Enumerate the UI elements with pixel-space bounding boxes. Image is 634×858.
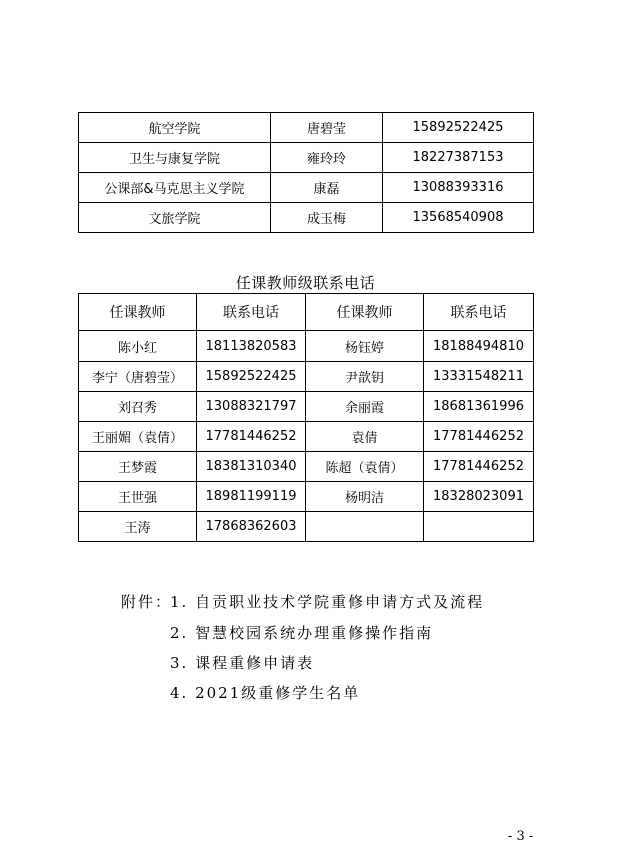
- teacher-name: 余丽霞: [306, 392, 424, 422]
- contact-name: 雍玲玲: [271, 143, 383, 173]
- teacher-phone: 18381310340: [197, 452, 306, 482]
- table-row: [79, 173, 534, 203]
- teacher-name: 杨明洁: [306, 482, 424, 512]
- teacher-phone: 18113820583: [197, 331, 306, 362]
- college-name: 卫生与康复学院: [79, 143, 271, 173]
- teacher-name: 尹歆钥: [306, 362, 424, 392]
- teacher-phone: 13331548211: [424, 362, 534, 392]
- teacher-name: 王梦霞: [79, 452, 197, 482]
- teacher-name: 王涛: [79, 512, 197, 542]
- college-name: 公课部&马克思主义学院: [79, 173, 271, 203]
- teacher-name: 王世强: [79, 482, 197, 512]
- teacher-contact-table: [78, 293, 534, 542]
- attachment-item: 2. 智慧校园系统办理重修操作指南: [170, 624, 434, 642]
- table-row: [79, 392, 534, 422]
- teacher-name: 李宁（唐碧莹）: [79, 362, 197, 392]
- attachments-label: 附件：: [121, 593, 173, 611]
- table-row: [79, 203, 534, 233]
- teacher-name: 袁倩: [306, 422, 424, 452]
- table-row: [79, 113, 534, 143]
- teacher-phone: 18681361996: [424, 392, 534, 422]
- teacher-name: 王丽媚（袁倩）: [79, 422, 197, 452]
- college-name: 文旅学院: [79, 203, 271, 233]
- teacher-phone: 18188494810: [424, 331, 534, 362]
- table-row: [79, 331, 534, 362]
- teacher-name: 刘召秀: [79, 392, 197, 422]
- teacher-phone: 18981199119: [197, 482, 306, 512]
- teacher-phone: 18328023091: [424, 482, 534, 512]
- contact-phone: 13088393316: [383, 173, 534, 203]
- contact-name: 康磊: [271, 173, 383, 203]
- teacher-phone: 17781446252: [424, 452, 534, 482]
- teacher-phone: 13088321797: [197, 392, 306, 422]
- column-header: 联系电话: [197, 294, 306, 331]
- attachment-item: 1. 自贡职业技术学院重修申请方式及流程: [170, 593, 485, 611]
- teacher-phone: 15892522425: [197, 362, 306, 392]
- page-number: - 3 -: [508, 829, 534, 844]
- teacher-phone: 17868362603: [197, 512, 306, 542]
- attachment-item: 4. 2021级重修学生名单: [170, 684, 361, 702]
- table-row: [79, 512, 534, 542]
- teacher-name: 杨钰婷: [306, 331, 424, 362]
- attachment-item: 3. 课程重修申请表: [170, 654, 315, 672]
- contact-name: 唐碧莹: [271, 113, 383, 143]
- table-row: [79, 482, 534, 512]
- teacher-name: 陈超（袁倩）: [306, 452, 424, 482]
- table-header-row: [79, 294, 534, 331]
- college-contact-table: [78, 112, 534, 233]
- contact-phone: 15892522425: [383, 113, 534, 143]
- table-row: [79, 362, 534, 392]
- teacher-phone: 17781446252: [424, 422, 534, 452]
- column-header: 联系电话: [424, 294, 534, 331]
- table-row: [79, 422, 534, 452]
- teacher-table-title: 任课教师级联系电话: [235, 274, 376, 292]
- table-row: [79, 143, 534, 173]
- column-header: 任课教师: [306, 294, 424, 331]
- teacher-name: [306, 512, 424, 542]
- column-header: 任课教师: [79, 294, 197, 331]
- teacher-phone: 17781446252: [197, 422, 306, 452]
- table-row: [79, 452, 534, 482]
- teacher-name: 陈小红: [79, 331, 197, 362]
- contact-name: 成玉梅: [271, 203, 383, 233]
- teacher-phone: [424, 512, 534, 542]
- contact-phone: 18227387153: [383, 143, 534, 173]
- college-name: 航空学院: [79, 113, 271, 143]
- contact-phone: 13568540908: [383, 203, 534, 233]
